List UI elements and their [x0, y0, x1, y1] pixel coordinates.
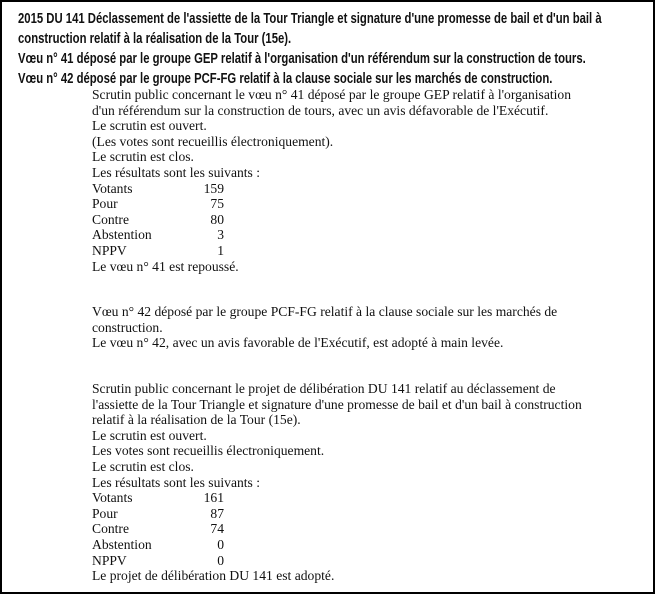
header-line: Vœu n° 42 déposé par le groupe PCF-FG relatif à la clause sociale sur les marchés de construction. — [18, 71, 553, 87]
result-label: Pour — [92, 196, 118, 212]
result-label: Contre — [92, 521, 129, 537]
result-label: Contre — [92, 211, 129, 227]
text-line: Le scrutin est ouvert. — [92, 118, 207, 134]
document-header — [18, 9, 602, 89]
text-line: Vœu n° 42 déposé par le groupe PCF-FG relatif à la clause sociale sur les marchés de — [92, 304, 558, 319]
text-line: Les votes sont recueillis électroniquement. — [92, 443, 325, 459]
text-line: Le scrutin est ouvert. — [92, 427, 207, 443]
text-line: d'un référendum sur la construction de tours, avec un avis défavorable de l'Exécutif. — [92, 102, 549, 118]
text-line: Les résultats sont les suivants : — [92, 474, 261, 490]
result-row — [92, 181, 571, 197]
result-row — [92, 490, 582, 506]
vote-block-voeu-42 — [92, 304, 557, 351]
result-value: 0 — [217, 536, 224, 552]
result-value: 3 — [217, 227, 224, 243]
conclusion: Le vœu n° 41 est repoussé. — [92, 258, 239, 274]
vote-block-du-141 — [92, 381, 582, 584]
result-row — [92, 521, 582, 537]
result-value: 0 — [217, 552, 224, 568]
result-label: NPPV — [92, 552, 127, 568]
result-value: 161 — [203, 490, 224, 506]
result-value: 87 — [210, 505, 224, 521]
result-label: NPPV — [92, 242, 127, 258]
text-line: relatif à la réalisation de la Tour (15e). — [92, 412, 301, 428]
result-label: Abstention — [92, 227, 152, 243]
result-value: 1 — [217, 242, 224, 258]
text-line: Le scrutin est clos. — [92, 458, 194, 474]
result-row — [92, 196, 571, 212]
result-value: 74 — [210, 521, 224, 537]
conclusion: Le projet de délibération DU 141 est adopté. — [92, 568, 335, 584]
text-line: Les résultats sont les suivants : — [92, 164, 261, 180]
text-line: Le scrutin est clos. — [92, 149, 194, 165]
result-row — [92, 227, 571, 243]
result-value: 80 — [210, 211, 224, 227]
result-row — [92, 553, 582, 569]
result-label: Abstention — [92, 536, 152, 552]
header-line: Vœu n° 41 déposé par le groupe GEP relatif à l'organisation d'un référendum sur la construction de tours. — [18, 51, 586, 67]
result-label: Votants — [92, 490, 133, 506]
result-row — [92, 243, 571, 259]
text-line: construction. — [92, 319, 163, 335]
result-label: Pour — [92, 505, 118, 521]
result-label: Votants — [92, 180, 133, 196]
text-line: l'assiette de la Tour Triangle et signature d'une promesse de bail et d'un bail à construction — [92, 396, 582, 412]
text-line: (Les votes sont recueillis électroniquement). — [92, 133, 334, 149]
text-line: Scrutin public concernant le vœu n° 41 déposé par le groupe GEP relatif à l'organisation — [92, 87, 572, 102]
vote-block-voeu-41 — [92, 87, 571, 274]
result-row — [92, 537, 582, 553]
header-line: construction relatif à la réalisation de la Tour (15e). — [18, 31, 292, 47]
result-value: 75 — [210, 196, 224, 212]
header-line: 2015 DU 141 Déclassement de l'assiette de la Tour Triangle et signature d'une promesse de bail et d'un bail à — [18, 11, 602, 27]
text-line: Le vœu n° 42, avec un avis favorable de l'Exécutif, est adopté à main levée. — [92, 335, 504, 351]
text-line: Scrutin public concernant le projet de délibération DU 141 relatif au déclassement de — [92, 381, 556, 396]
result-value: 159 — [203, 180, 224, 196]
result-row — [92, 506, 582, 522]
result-row — [92, 212, 571, 228]
